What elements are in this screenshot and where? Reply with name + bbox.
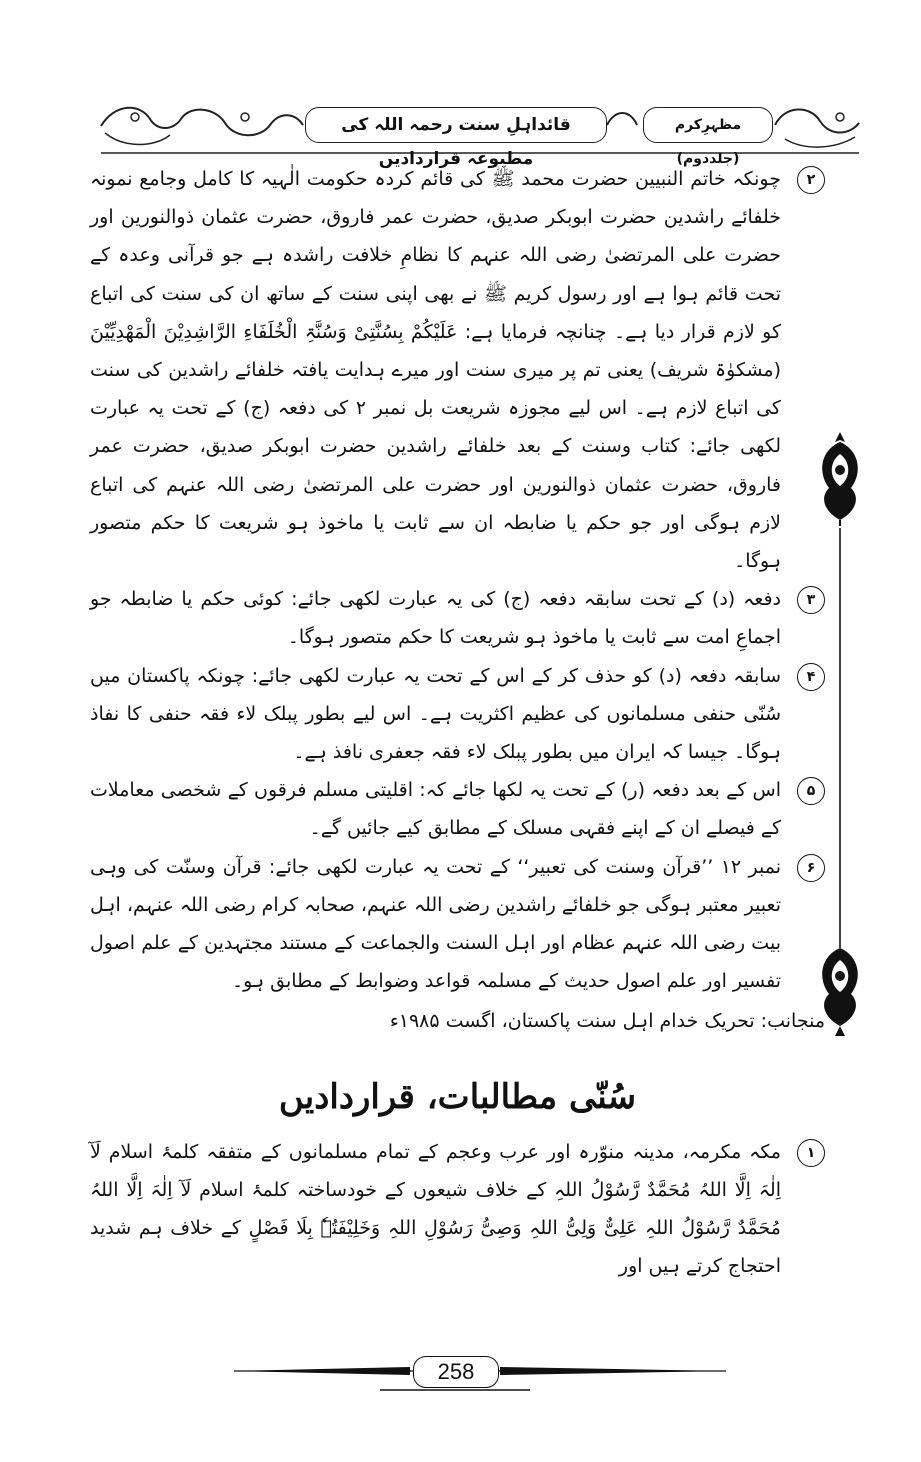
running-header — [95, 95, 865, 169]
item-number: ۴ — [797, 663, 825, 691]
list-item — [90, 657, 825, 772]
item-number: ۶ — [797, 854, 825, 882]
item-number: ۱ — [797, 1139, 825, 1167]
item-number: ۳ — [797, 586, 825, 614]
side-ornament — [815, 428, 865, 1038]
item-text: اس کے بعد دفعہ (ر) کے تحت یہ لکھا جائے کہ: اقلیتی مسلم فرقوں کے شخصی معاملات کے فیصلے ان کے اپنے فقہی مسلک کے مطابق کیے جائیں گے۔ — [90, 779, 781, 840]
list-item — [90, 1133, 825, 1286]
list-item — [90, 580, 825, 656]
item-text: مکہ مکرمہ، مدینہ منوّرہ اور عرب وعجم کے تمام مسلمانوں کے متفقہ کلمۂ اسلام لَآ اِلٰہَ اِلَّا اللہُ مُحَمَّدٌ رَّسُوْلُ اللہِ کے خلاف شیعوں کے خودساختہ کلمۂ اسلام لَآ اِلٰہَ اِلَّا اللہُ مُحَمَّدٌ رَّسُوْلُ اللہِ عَلِیٌّ وَلِیُّ اللہِ وَصِیُّ رَسُوْلِ اللہِ وَخَلِیْفَتُہٗ بِلَا فَصْلٍ کے خلاف ہم شدید احتجاج کرتے ہیں اور — [90, 1140, 781, 1278]
section-heading: سُنّی مطالبات، قراردادیں — [278, 1076, 637, 1117]
page-footer — [230, 1348, 730, 1402]
header-book-title: مظہرِکرم (جلددوم) — [643, 107, 773, 143]
list-item — [90, 848, 825, 1001]
page-body — [90, 160, 825, 1285]
item-text: دفعہ (د) کے تحت سابقہ دفعہ (ج) کی یہ عبارت لکھی جائے: کوئی حکم یا ضابطہ جو اجماعِ امت سے ثابت یا ماخوذ ہو شریعت کا حکم متصور ہوگا۔ — [90, 588, 781, 649]
page-number: 258 — [413, 1356, 499, 1388]
item-text: چونکہ خاتم النبیین حضرت محمد ﷺ کی قائم کردہ حکومت الٰہیہ کا کامل وجامع نمونہ خلفائے راشدین حضرت ابوبکر صدیق، حضرت عمر فاروق، حضرت عثمان ذوالنورین اور حضرت علی المرتضیٰ رضی اللہ عنہم کا نظامِ خلافت راشدہ ہے جو قرآنی وعدہ کے تحت قائم ہوا ہے اور رسول کریم ﷺ نے بھی اپنی سنت کے ساتھ ان کی سنت کی اتباع کو لازم قرار دیا ہے۔ چنانچہ فرمایا ہے: عَلَیْکُمْ بِسُنَّتِیْ وَسُنَّۃِ الْخُلَفَاءِ الرَّاشِدِیْنَ الْمَھْدِیِّیْنَ (مشکوٰۃ شریف) یعنی تم پر میری سنت اور میرے ہدایت یافتہ خلفائے راشدین کی سنت کی اتباع لازم ہے۔ اس لیے مجوزہ شریعت بل نمبر ۲ کی دفعہ (ج) کے تحت یہ عبارت لکھی جائے: کتاب وسنت کے بعد خلفائے راشدین حضرت ابوبکر صدیق، حضرت عمر فاروق، حضرت عثمان ذوالنورین اور حضرت علی المرتضیٰ رضی اللہ عنہم کی اتباع لازم ہوگی اور جو حکم یا ضابطہ ان سے ثابت یا ماخوذ ہو شریعت کا حکم متصور ہوگا۔ — [90, 168, 781, 573]
item-text: سابقہ دفعہ (د) کو حذف کر کے اس کے تحت یہ عبارت لکھی جائے: چونکہ پاکستان میں سُنّی حنفی مسلمانوں کی عظیم اکثریت ہے۔ اس لیے بطور پبلک لاء فقہ حنفی کا نفاذ ہوگا۔ جیسا کہ ایران میں بطور پبلک لاء فقہ جعفری نافذ ہے۔ — [90, 664, 781, 764]
list-item — [90, 771, 825, 847]
item-number: ۲ — [797, 166, 825, 194]
item-number: ۵ — [797, 777, 825, 805]
item-text: نمبر ۱۲ ’’قرآن وسنت کی تعبیر‘‘ کے تحت یہ عبارت لکھی جائے: قرآن وسنّت کی وہی تعبیر معتبر ہوگی جو خلفائے راشدین رضی اللہ عنہم، صحابہ کرام رضی اللہ عنہم، اہل بیت رضی اللہ عنہم عظام اور اہل السنت والجماعت کے مستند مجتہدین کے علم اصول تفسیر اور علم اصول حدیث کے مسلمہ قواعد وضوابط کے مطابق ہو۔ — [90, 855, 782, 993]
header-book-section-title: قائداہلِ سنت رحمہ اللہ کی مطبوعہ قراردادیں — [305, 107, 607, 143]
source-attribution: منجانب: تحریک خدام اہل سنت پاکستان، اگست ۱۹۸۵ء — [389, 1010, 825, 1033]
list-item — [90, 160, 825, 580]
